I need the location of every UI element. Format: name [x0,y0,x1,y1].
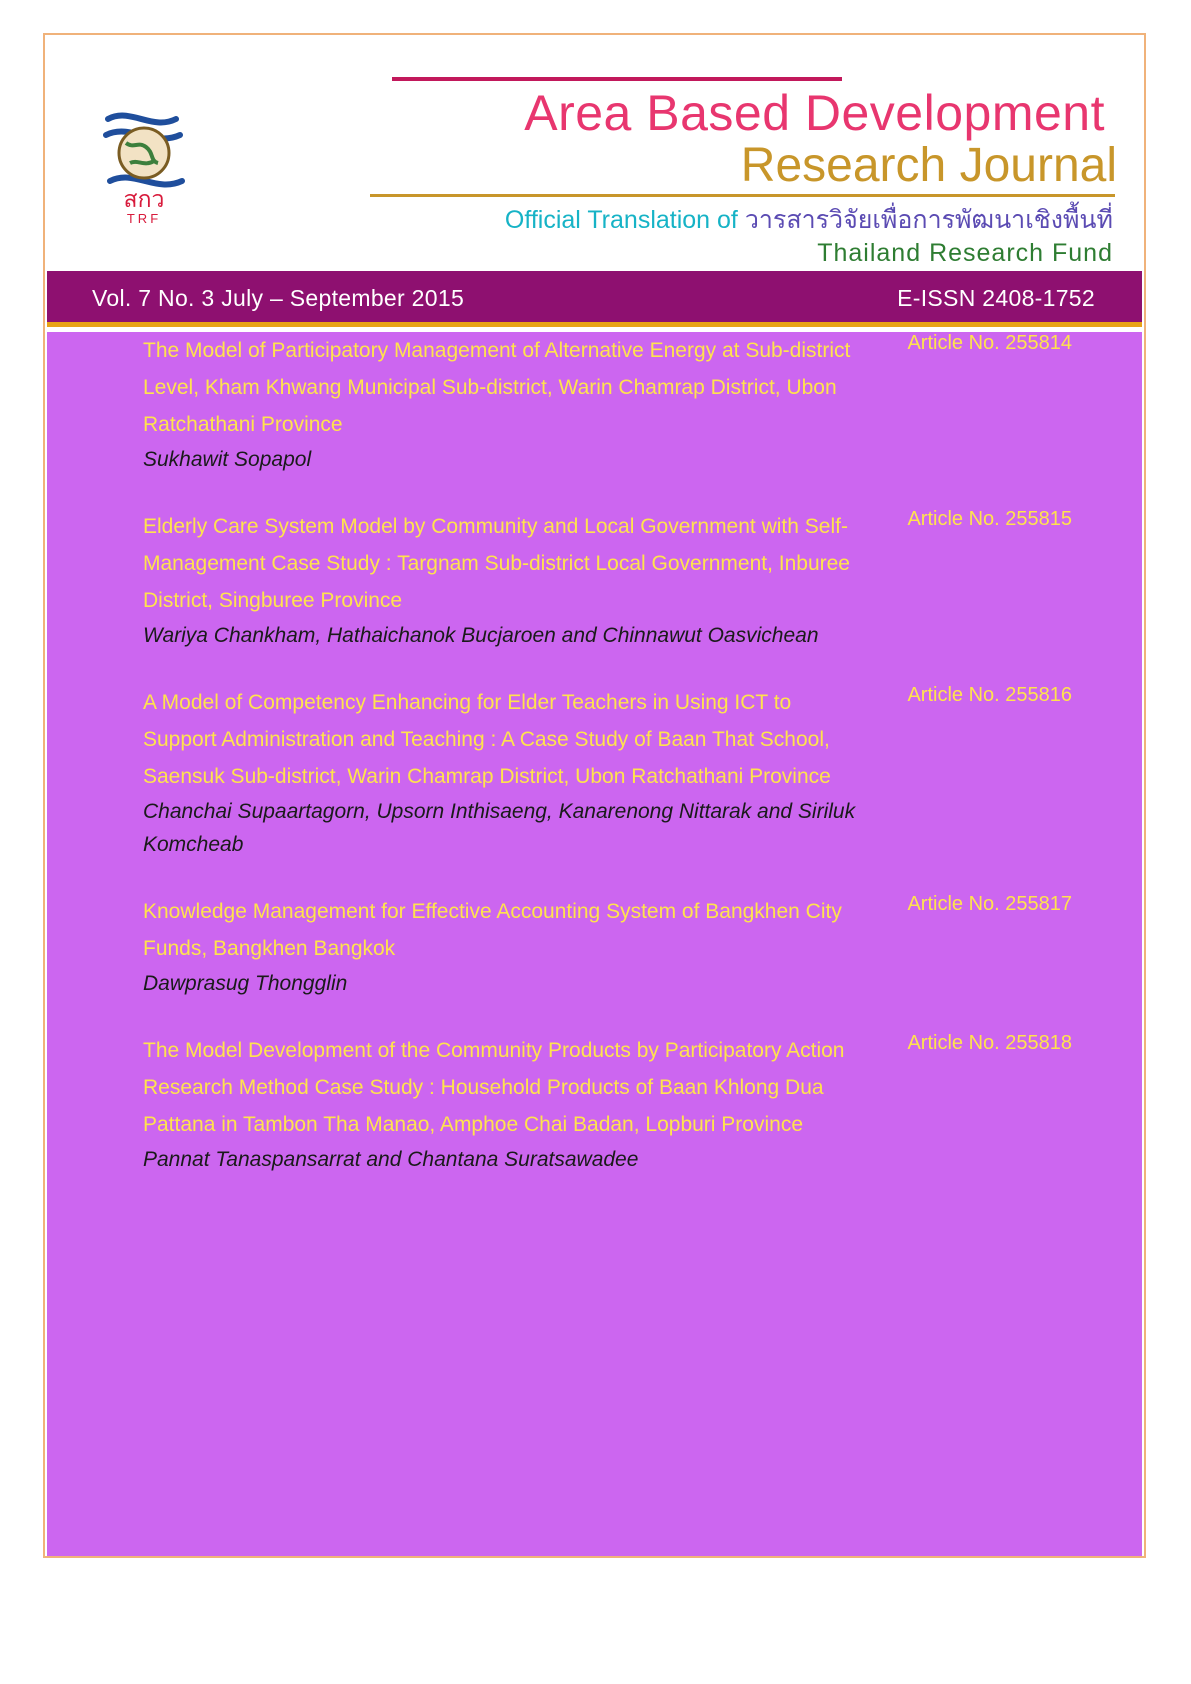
issue-volume: Vol. 7 No. 3 July – September 2015 [92,285,465,311]
article-number: Article No. 255817 [907,893,1072,915]
article-authors: Sukhawit Sopapol [143,448,312,471]
official-translation-line [277,205,1127,236]
article-title: Elderly Care System Model by Community and Local Government with Self-Management Case Study : Targnam Sub-district Local Government, Inburee District, Singburee Province [143,515,850,612]
article-title: Knowledge Management for Effective Accounting System of Bangkhen City Funds, Bangkhen Bangkok [143,900,842,960]
list-item[interactable] [47,893,1142,1000]
list-item[interactable] [47,684,1142,861]
masthead [47,37,1142,280]
list-item[interactable] [47,1032,1142,1176]
article-authors: Dawprasug Thongglin [143,972,348,995]
article-number: Article No. 255815 [907,508,1072,530]
issue-eissn: E-ISSN 2408-1752 [897,285,1095,311]
svg-text:สกว: สกว [123,186,165,212]
article-title: The Model of Participatory Management of Alternative Energy at Sub-district Level, Kham Khwang Municipal Sub-district, Warin Chamrap District, Ubon Ratchathani Province [143,339,851,436]
table-of-contents-panel [47,332,1142,1556]
list-item[interactable] [47,508,1142,652]
article-authors: Pannat Tanaspansarrat and Chantana Suratsawadee [143,1148,639,1171]
journal-title-line1: Area Based Development [524,85,1105,141]
title-top-rule [392,77,842,81]
article-number: Article No. 255814 [907,332,1072,354]
title-bottom-rule [370,194,1115,197]
trf-logo [100,85,230,225]
article-authors: Wariya Chankham, Hathaichanok Bucjaroen and Chinnawut Oasvichean [143,624,819,647]
funder-name: Thailand Research Fund [817,238,1113,267]
article-number: Article No. 255816 [907,684,1072,706]
issue-bar [47,271,1142,327]
official-translation-label: Official Translation of [504,206,738,235]
journal-title-line2: Research Journal [740,138,1117,192]
list-item[interactable] [47,332,1142,476]
article-title: The Model Development of the Community Products by Participatory Action Research Method Case Study : Household Products of Baan Khlong Dua Pattana in Tambon Tha Manao, Amphoe Chai Badan, Lopburi Province [143,1039,845,1136]
journal-title-block [277,77,1127,269]
article-authors: Chanchai Supaartagorn, Upsorn Inthisaeng, Kanarenong Nittarak and Siriluk Komcheab [143,800,856,856]
svg-text:TRF: TRF [126,211,162,225]
article-title: A Model of Competency Enhancing for Elder Teachers in Using ICT to Support Administration and Teaching : A Case Study of Baan That School, Saensuk Sub-district, Warin Chamrap District, Ubon Ratchathani Province [143,691,831,788]
article-number: Article No. 255818 [907,1032,1072,1054]
table-of-contents [47,332,1142,1208]
official-translation-thai: วารสารวิจัยเพื่อการพัฒนาเชิงพื้นที่ [744,206,1113,235]
